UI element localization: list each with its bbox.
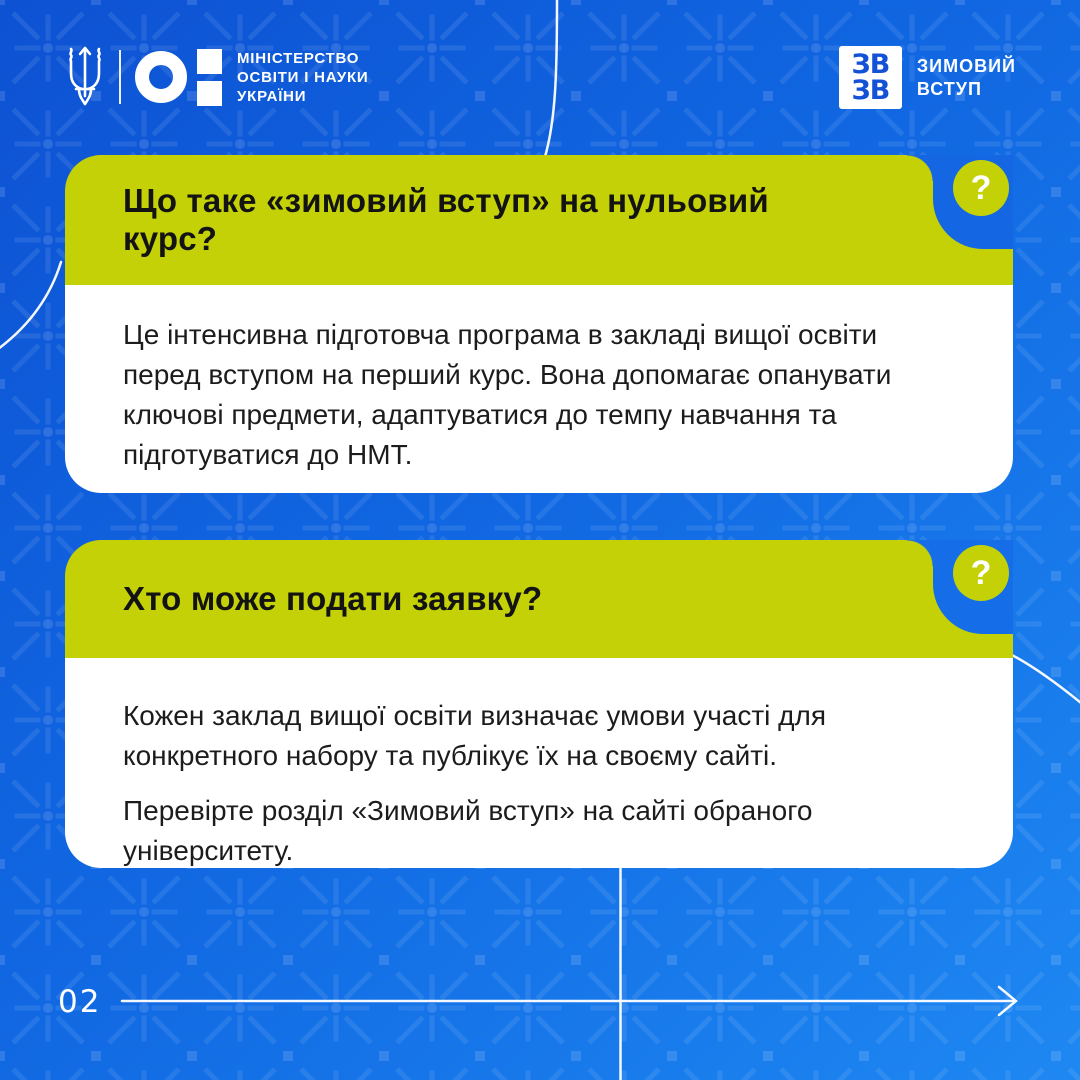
ukraine-trident-icon: [63, 46, 107, 108]
mon-ring-icon: [135, 51, 187, 103]
answer-paragraph: Кожен заклад вищої освіти визначає умови участі для конкретного набору та публікує їх на своєму сайті.: [123, 700, 827, 771]
faq-card-2-question-header: [65, 540, 1013, 658]
ministry-name-line2: ОСВІТИ І НАУКИ: [237, 68, 369, 86]
faq-card-1-answer: [65, 285, 1013, 493]
winter-admission-title: [917, 55, 1016, 101]
faq-card-2-question: Хто може подати заявку?: [123, 580, 543, 617]
winter-admission-logo-block: [839, 46, 1016, 109]
brand-title-line1: ЗИМОВИЙ: [916, 55, 1016, 76]
faq-card-2-answer: [65, 658, 1013, 868]
question-icon: ?: [953, 545, 1009, 601]
faq-card-1-question: Що таке «зимовий вступ» на нульовий курс?: [123, 182, 769, 257]
answer-paragraph: Це інтенсивна підготовча програма в закладі вищої освіти перед вступом на перший курс. Вона допомагає опанувати ключові предмети, адаптуватися до темпу навчання та підготуватися до НМТ.: [123, 319, 892, 470]
divider-line: [119, 50, 121, 104]
zv-monogram-bottom: ЗВ: [851, 74, 890, 106]
question-icon: ?: [953, 160, 1009, 216]
faq-card-2: [65, 540, 1013, 868]
faq-card-1: [65, 155, 1013, 493]
page-number: 02: [58, 984, 102, 1020]
ministry-name-line1: МІНІСТЕРСТВО: [237, 49, 360, 67]
brand-title-line2: ВСТУП: [916, 78, 982, 99]
mon-dots-icon: [197, 49, 222, 106]
faq-card-1-question-header: [65, 155, 1013, 285]
ministry-name: [237, 49, 369, 106]
mon-logo-icon: [135, 49, 222, 106]
ministry-logo-block: [63, 46, 369, 108]
answer-paragraph: Перевірте розділ «Зимовий вступ» на сайті обраного університету.: [123, 795, 813, 866]
zv-monogram-top: ЗВ: [851, 48, 890, 80]
ministry-name-line3: УКРАЇНИ: [237, 87, 307, 105]
zv-monogram-icon: [839, 46, 902, 109]
